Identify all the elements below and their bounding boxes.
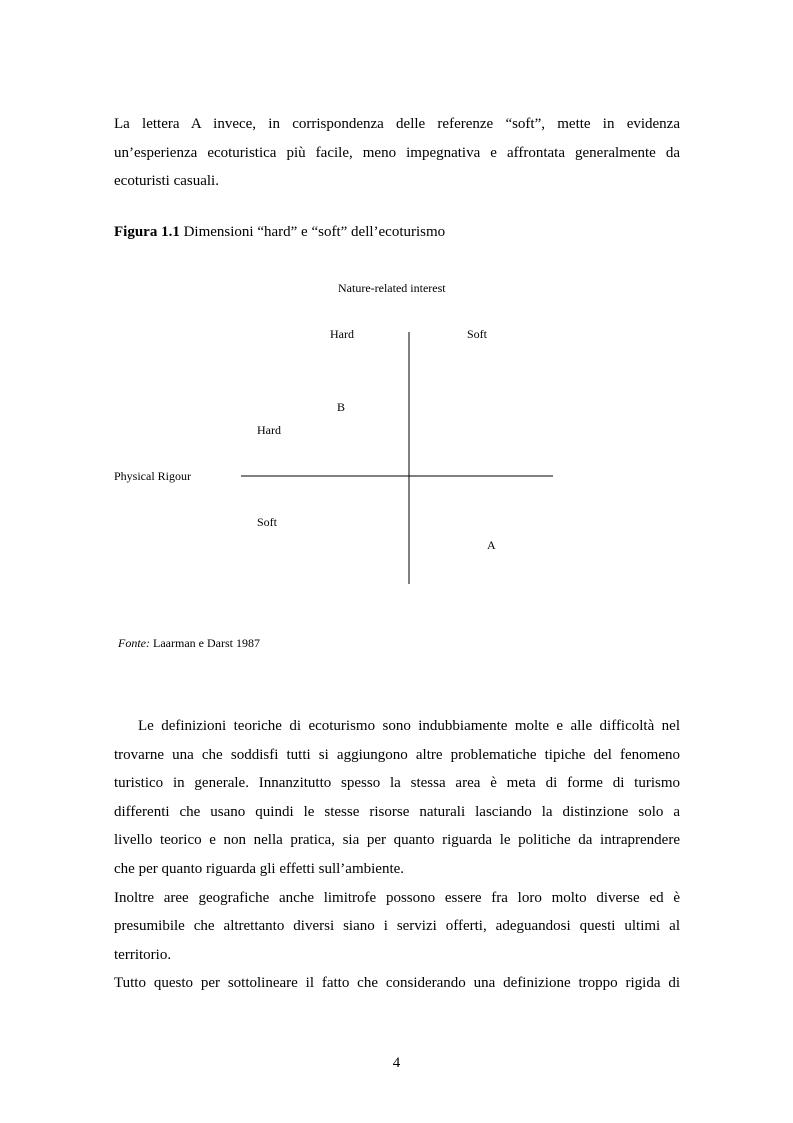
text-line: differenti che usano quindi le stesse risorse naturali lasciando la distinzione solo a	[114, 803, 680, 820]
text-line: turistico in generale. Innanzitutto spesso la stessa area è meta di forme di turismo	[114, 775, 680, 792]
text-line: ecoturisti casuali.	[114, 173, 219, 190]
text-line: territorio.	[114, 946, 172, 963]
text-line: presumibile che altrettanto diversi siano i servizi offerti, adeguandosi questi ultimi al	[114, 918, 680, 935]
figure-caption-label: Figura 1.1	[114, 224, 180, 240]
vertical-hard-label: Hard	[330, 327, 354, 341]
figure-caption-text: Dimensioni “hard” e “soft” dell’ecoturismo	[179, 224, 446, 240]
text-line: un’esperienza ecoturistica più facile, meno impegnativa e affrontata generalmente da	[114, 144, 680, 161]
source-text: Laarman e Darst 1987	[150, 636, 260, 650]
text-line: Inoltre aree geografiche anche limitrofe possono essere fra loro molto diverse ed è	[114, 889, 680, 906]
paragraph-main	[114, 712, 680, 998]
vertical-soft-label: Soft	[467, 327, 488, 341]
text-line: livello teorico e non nella pratica, sia per quanto riguarda le politiche da intraprendere	[114, 832, 680, 849]
source-label: Fonte:	[118, 636, 150, 650]
text-line: Tutto questo per sottolineare il fatto che considerando una definizione troppo rigida di	[114, 975, 680, 992]
point-a-label: A	[487, 538, 496, 552]
text-line: La lettera A invece, in corrispondenza delle referenze “soft”, mette in evidenza	[114, 116, 680, 132]
text-line: che per quanto riguarda gli effetti sull’ambiente.	[114, 860, 405, 877]
horizontal-soft-label: Soft	[257, 515, 278, 529]
figure-source	[118, 636, 260, 651]
horizontal-hard-label: Hard	[257, 423, 281, 437]
page-number: 4	[392, 1055, 401, 1071]
text-line: Le definizioni teoriche di ecoturismo sono indubbiamente molte e alle difficoltà nel	[138, 718, 680, 734]
point-b-label: B	[337, 400, 346, 414]
vertical-axis-title: Nature-related interest	[338, 281, 446, 295]
horizontal-axis-title: Physical Rigour	[114, 469, 191, 483]
text-line: trovarne una che soddisfi tutti si aggiungono altre problematiche tipiche del fenomeno	[114, 746, 680, 763]
